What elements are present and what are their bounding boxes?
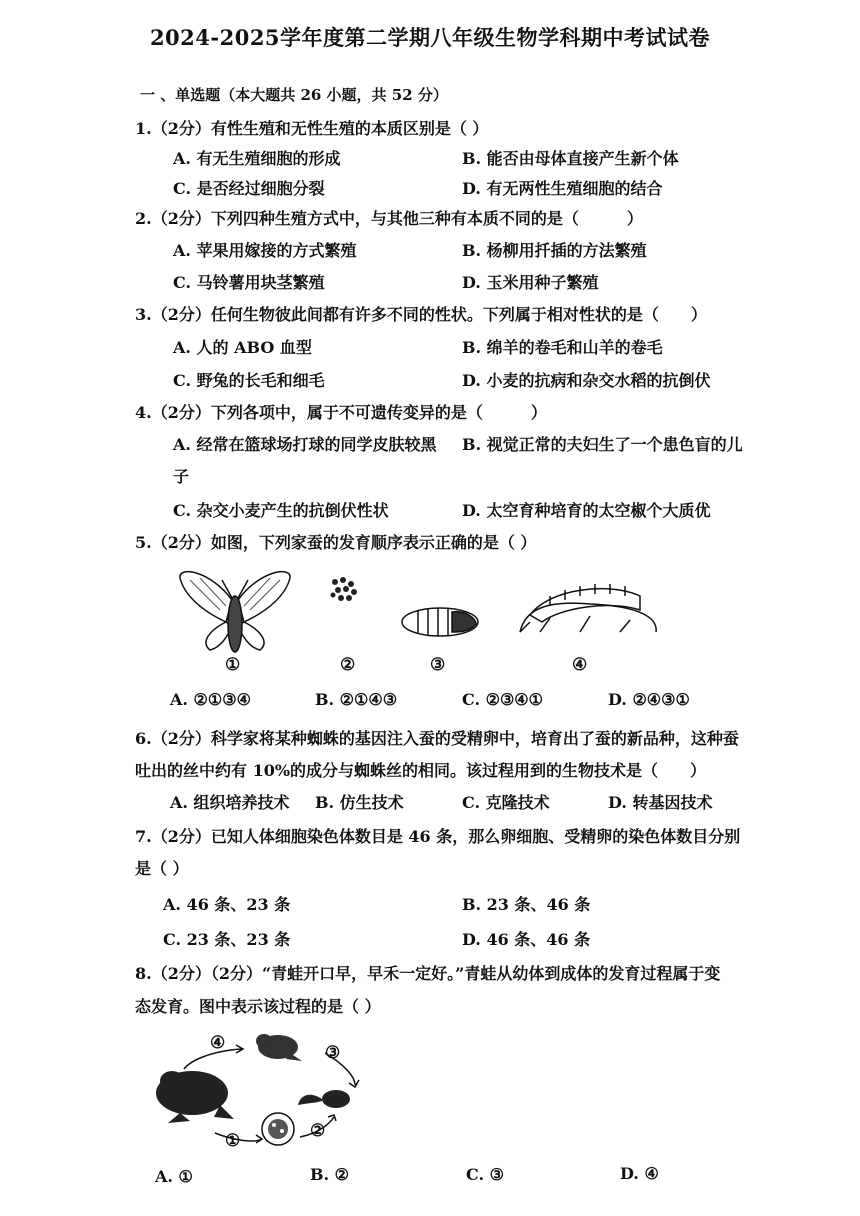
question-4-stem: 4.（2分）下列各项中，属于不可遗传变异的是（ ） [135, 403, 547, 422]
frog-eggs-drawing [262, 1113, 294, 1145]
q5-option-a: A. ②①③④ [170, 690, 251, 709]
question-6-stem-line2: 吐出的丝中约有 10%的成分与蜘蛛丝的相同。该过程用到的生物技术是（ ） [135, 761, 707, 780]
silkworm-moth-drawing [180, 572, 290, 652]
q7-option-a: A. 46 条、23 条 [163, 895, 291, 914]
figure5-label-3: ③ [430, 655, 446, 675]
q8-option-b: B. ② [310, 1165, 350, 1184]
q3-option-c: C. 野兔的长毛和细毛 [173, 371, 325, 390]
adult-frog-drawing [156, 1071, 234, 1123]
q6-option-b: B. 仿生技术 [315, 793, 404, 812]
q4-option-d: D. 太空育种培育的太空椒个大质优 [462, 501, 711, 520]
q1-option-c: C. 是否经过细胞分裂 [173, 179, 325, 198]
q8-option-d: D. ④ [620, 1164, 659, 1183]
figure8-label-4: ④ [210, 1033, 226, 1053]
question-8-stem-line1: 8.（2分）（2分）“青蛙开口早，早禾一定好。”青蛙从幼体到成体的发育过程属于变 [135, 964, 721, 983]
q1-option-d: D. 有无两性生殖细胞的结合 [462, 179, 663, 198]
q7-option-b: B. 23 条、46 条 [462, 895, 591, 914]
q4-option-b: B. 视觉正常的夫妇生了一个患色盲的儿 [462, 435, 743, 454]
question-7-stem-line2: 是（ ） [135, 859, 189, 878]
q2-option-b: B. 杨柳用扦插的方法繁殖 [462, 241, 647, 260]
figure5-label-4: ④ [572, 655, 588, 675]
exam-title: 2024-2025学年度第二学期八年级生物学科期中考试试卷 [149, 25, 711, 50]
q2-option-d: D. 玉米用种子繁殖 [462, 273, 599, 292]
q3-option-a: A. 人的 ABO 血型 [173, 338, 312, 357]
q6-option-c: C. 克隆技术 [462, 793, 550, 812]
question-2-stem: 2.（2分）下列四种生殖方式中，与其他三种有本质不同的是（ ） [135, 209, 643, 228]
question-6-stem-line1: 6.（2分）科学家将某种蜘蛛的基因注入蚕的受精卵中，培育出了蚕的新品种，这种蚕 [135, 729, 739, 748]
q7-option-d: D. 46 条、46 条 [462, 930, 591, 949]
tadpole-drawing [298, 1090, 350, 1108]
figure5-label-1: ① [225, 655, 241, 675]
q8-option-c: C. ③ [466, 1165, 504, 1184]
q8-option-a: A. ① [155, 1167, 193, 1186]
question-1-stem: 1.（2分）有性生殖和无性生殖的本质区别是（ ） [135, 119, 489, 138]
silkworm-eggs-drawing [331, 577, 358, 601]
figure8-label-2: ② [310, 1121, 326, 1141]
young-frog-drawing [256, 1034, 302, 1061]
q4-option-c: C. 杂交小麦产生的抗倒伏性状 [173, 501, 389, 520]
q5-option-d: D. ②④③① [608, 690, 690, 709]
figure5-label-2: ② [340, 655, 356, 675]
q2-option-a: A. 苹果用嫁接的方式繁殖 [173, 241, 357, 260]
q3-option-d: D. 小麦的抗病和杂交水稻的抗倒伏 [462, 371, 711, 390]
q1-option-b: B. 能否由母体直接产生新个体 [462, 149, 679, 168]
section-heading: 一 、单选题（本大题共 26 小题，共 52 分） [140, 86, 448, 104]
q6-option-a: A. 组织培养技术 [170, 793, 290, 812]
silkworm-larva-drawing [520, 584, 656, 632]
silkworm-figure [170, 560, 670, 685]
q1-option-a: A. 有无生殖细胞的形成 [173, 149, 341, 168]
q5-option-b: B. ②①④③ [315, 690, 398, 709]
q7-option-c: C. 23 条、23 条 [163, 930, 291, 949]
q6-option-d: D. 转基因技术 [608, 793, 713, 812]
q2-option-c: C. 马铃薯用块茎繁殖 [173, 273, 325, 292]
q3-option-b: B. 绵羊的卷毛和山羊的卷毛 [462, 338, 663, 357]
frog-life-cycle-figure [150, 1025, 380, 1155]
question-7-stem-line1: 7.（2分）已知人体细胞染色体数目是 46 条，那么卵细胞、受精卵的染色体数目分别 [135, 827, 741, 846]
silkworm-pupa-drawing [402, 608, 478, 636]
figure8-label-3: ③ [325, 1043, 341, 1063]
figure8-label-1: ① [225, 1131, 241, 1151]
question-3-stem: 3.（2分）任何生物彼此间都有许多不同的性状。下列属于相对性状的是（ ） [135, 305, 707, 324]
q5-option-c: C. ②③④① [462, 690, 543, 709]
q4-option-b-wrap: 子 [173, 467, 190, 486]
question-8-stem-line2: 态发育。图中表示该过程的是（ ） [135, 997, 381, 1016]
q4-option-a: A. 经常在篮球场打球的同学皮肤较黑 [173, 435, 437, 454]
question-5-stem: 5.（2分）如图，下列家蚕的发育顺序表示正确的是（ ） [135, 533, 537, 552]
